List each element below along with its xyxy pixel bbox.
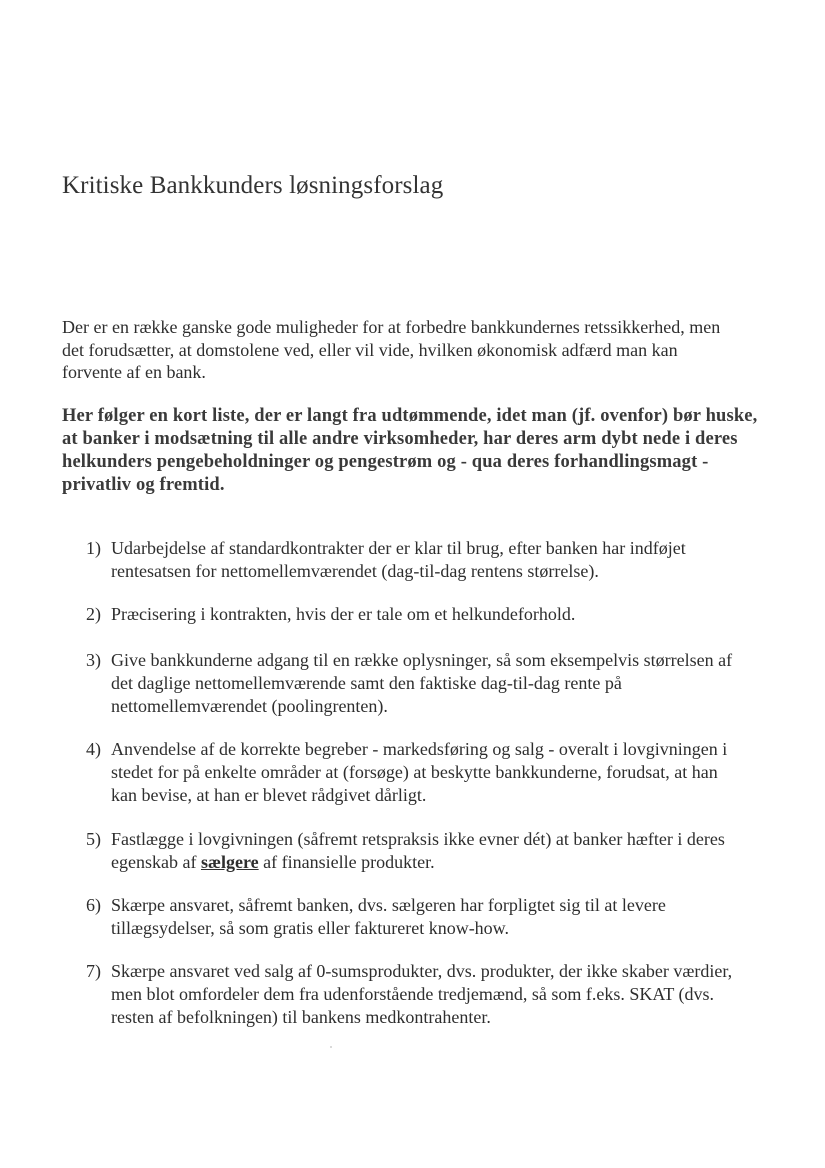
list-item-text: Anvendelse af de korrekte begreber - markedsføring og salg - overalt i lovgivningen i stedet for på enkelte områder at (forsøge) at beskytte bankkunderne, forudsat, at han kan bevise, at han er blevet rådgivet dårligt.	[111, 739, 728, 805]
list-item-text: Skærpe ansvaret ved salg af 0-sumsprodukter, dvs. produkter, der ikke skaber værdier, men blot omfordeler dem fra udenforstående tredjemænd, så som f.eks. SKAT (dvs. resten af befolkningen) til bankens medkontrahenter.	[111, 961, 733, 1027]
list-item-number: 4)	[86, 739, 101, 759]
list-item-text: Præcisering i kontrakten, hvis der er tale om et helkundeforhold.	[111, 604, 576, 624]
list-item-text-after: af finansielle produkter.	[258, 852, 435, 872]
scan-speck	[330, 1046, 332, 1048]
list-item-number: 2)	[86, 604, 101, 624]
list-item-number: 7)	[86, 961, 101, 981]
list-item-number: 3)	[86, 650, 101, 670]
page-title: Kritiske Bankkunders løsningsforslag	[62, 172, 444, 199]
intro-paragraph: Der er en række ganske gode muligheder for at forbedre bankkundernes retssikkerhed, men det forudsætter, at domstolene ved, eller vil vide, hvilken økonomisk adfærd man kan forvente af en bank.	[62, 317, 721, 382]
list-item-number: 6)	[86, 895, 101, 915]
bold-paragraph: Her følger en kort liste, der er langt fra udtømmende, idet man (jf. ovenfor) bør huske, at banker i modsætning til alle andre virksomheder, har deres arm dybt nede i deres helkunders pengebeholdninger og pengestrøm og - qua deres forhandlingsmagt - privatliv og fremtid.	[62, 406, 758, 495]
list-item-text	[111, 828, 736, 874]
list-item-text: Skærpe ansvaret, såfremt banken, dvs. sælgeren har forpligtet sig til at levere tillægsydelser, så som gratis eller faktureret know-how.	[111, 895, 666, 938]
list-item-text-before: Fastlægge i lovgivningen (såfremt retspraksis ikke evner dét) at banker hæfter i deres egenskab af	[111, 829, 725, 872]
list-item-number: 5)	[86, 829, 101, 849]
list-item-number: 1)	[86, 538, 101, 558]
emphasis-word: sælgere	[200, 852, 259, 872]
list-item-text: Udarbejdelse af standardkontrakter der er klar til brug, efter banken har indføjet rentesatsen for nettomellemværendet (dag-til-dag rentens størrelse).	[111, 538, 686, 581]
list-item-text: Give bankkunderne adgang til en række oplysninger, så som eksempelvis størrelsen af det daglige nettomellemværende samt den faktiske dag-til-dag rente på nettomellemværendet (poolingrenten).	[111, 650, 733, 716]
